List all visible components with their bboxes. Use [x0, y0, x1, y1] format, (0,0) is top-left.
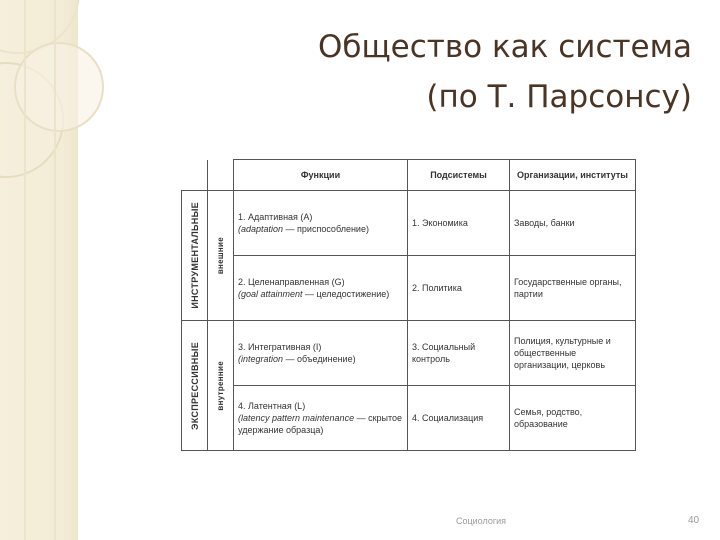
function-english: (integration: [238, 354, 284, 364]
function-english: (latency pattern maintenance: [238, 413, 355, 423]
subsystem-cell: 2. Политика: [408, 256, 510, 321]
slide-title-line2: (по Т. Парсонсу): [426, 79, 692, 115]
function-english: (adaptation: [238, 224, 284, 234]
function-cell: [234, 256, 408, 321]
group-internal: [208, 321, 234, 451]
slide-title-line1: Общество как система: [317, 29, 692, 65]
header-spacer: [208, 160, 234, 191]
group-external: [208, 191, 234, 321]
table-row: [182, 386, 636, 451]
function-cell: [234, 386, 408, 451]
group-external-label: внешние: [216, 236, 225, 275]
function-russian: — скрытое удержание образца): [238, 413, 403, 435]
orgs-cell: Заводы, банки: [510, 191, 636, 256]
group-instrumental: [182, 191, 208, 321]
parsons-table: [181, 159, 636, 451]
function-name: 3. Интегративная (I): [238, 342, 322, 352]
function-name: 1. Адаптивная (A): [238, 212, 313, 222]
header-spacer: [182, 160, 208, 191]
decor-circle: [14, 42, 104, 132]
left-decor-band: [0, 0, 78, 540]
header-functions: Функции: [234, 160, 408, 191]
function-russian: — объединение): [283, 354, 356, 364]
header-orgs: Организации, институты: [510, 160, 636, 191]
subsystem-cell: 1. Экономика: [408, 191, 510, 256]
decor-line: [24, 0, 26, 540]
decor-line: [54, 0, 56, 540]
header-subsystems: Подсистемы: [408, 160, 510, 191]
function-english: (goal attainment: [238, 289, 303, 299]
function-name: 2. Целенаправленная (G): [238, 277, 345, 287]
group-internal-label: внутренние: [216, 360, 225, 411]
function-name: 4. Латентная (L): [238, 401, 306, 411]
table-row: [182, 191, 636, 256]
orgs-cell: Семья, родство, образование: [510, 386, 636, 451]
slide-title: [172, 22, 692, 122]
table-row: [182, 321, 636, 386]
table-header-row: [182, 160, 636, 191]
function-cell: [234, 321, 408, 386]
orgs-cell: Полиция, культурные и общественные организации, церковь: [510, 321, 636, 386]
function-russian: — целедостижение): [302, 289, 390, 299]
table-row: [182, 256, 636, 321]
subsystem-cell: 3. Социальный контроль: [408, 321, 510, 386]
page-number: 40: [688, 515, 700, 526]
function-russian: — приспособление): [283, 224, 369, 234]
function-cell: [234, 191, 408, 256]
subsystem-cell: 4. Социализация: [408, 386, 510, 451]
group-instrumental-label: ИНСТРУМЕНТАЛЬНЫЕ: [189, 202, 200, 309]
group-expressive-label: ЭКСПРЕССИВНЫЕ: [189, 341, 200, 430]
orgs-cell: Государственные органы, партии: [510, 256, 636, 321]
footer-label: Социология: [456, 516, 507, 526]
group-expressive: [182, 321, 208, 451]
